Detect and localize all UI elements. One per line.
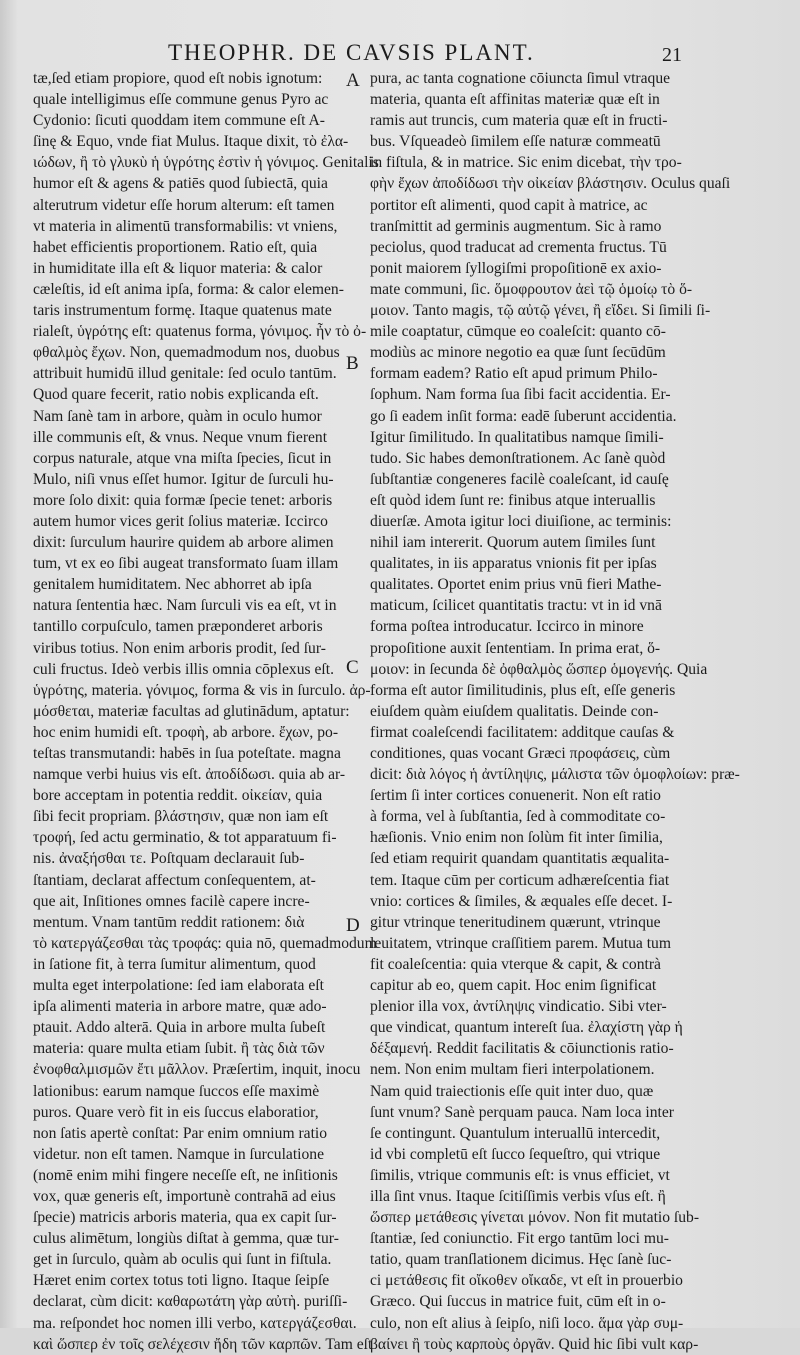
text-line: humor eſt & agens & patiēs quod ſubiectā, quia — [33, 175, 328, 193]
text-line: materia, quanta eſt affinitas materiæ quæ eſt in — [370, 91, 660, 109]
text-line: attribuit humidū illud genitale: ſed oculo tantūm. — [33, 365, 337, 383]
text-line: ille communis eſt, & vnus. Neque vnum fierent — [33, 428, 328, 446]
margin-letter-b: B — [346, 353, 359, 374]
text-line: Igitur ſimilitudo. In qualitatibus namque ſimili- — [370, 428, 664, 446]
text-line: Nam quid traiectionis eſſe quit inter duo, quæ — [370, 1082, 654, 1100]
text-line: culi fructus. Ideò verbis illis omnia cōplexus eſt. — [33, 660, 334, 678]
text-line: leuitatem, vtrinque craſſitiem parem. Mutua tum — [370, 934, 671, 952]
text-line: nem. Non enim multam fieri interpolationem. — [370, 1061, 655, 1079]
text-line: ſtantiam, declarat affectum conſequentem, at- — [33, 871, 316, 889]
text-line: ſpecie) matricis arboris materia, qua ex capit ſur- — [33, 1209, 337, 1227]
text-line: mile coaptatur, cūmque eo coaleſcit: quanto cō- — [370, 323, 666, 341]
text-line: quale intelligimus eſſe commune genus Pyro ac — [33, 91, 329, 109]
text-line: multa eget interpolatione: ſed iam elaborata eſt — [33, 977, 324, 995]
text-line: formam eadem? Ratio eſt apud primum Philo- — [370, 365, 658, 383]
text-line: βαίνει ἢ τοὺς καρποὺς ὀργᾶν. Quid hic ſibi vult καρ- — [370, 1335, 699, 1353]
text-line: materia: quare multa etiam ſubit. ἢ τὰς διὰ τῶν — [33, 1040, 325, 1058]
text-line: tudo. Sic habes demonſtrationem. Ac ſanè quòd — [370, 449, 666, 467]
margin-letter-d: D — [346, 915, 360, 936]
text-line: ſibi fecit propriam. βλάστησιν, quæ non iam eſt — [33, 808, 329, 826]
text-line: hæſionis. Vnio enim non ſolùm fit inter ſimilia, — [370, 829, 663, 847]
text-line: tantillo corpuſculo, tamen præponderet arboris — [33, 618, 323, 636]
text-line: ci μετάθεσις fit οἴκοθεν οἴκαδε, vt eſt in prouerbio — [370, 1272, 683, 1290]
text-line: propoſitione auxit ſententiam. In prima erat, ὅ- — [370, 639, 661, 657]
text-line: καὶ ὥσπερ ἐν τοῖς σελέχεσιν ἤδη τῶν καρπῶν. Tam eſt — [33, 1335, 373, 1353]
text-line: hoc enim humidi eſt. τροφὴ, ab arbore. ἔχων, po- — [33, 723, 339, 741]
text-line: Quod quare fecerit, ratio nobis explicanda eſt. — [33, 386, 319, 404]
text-line: viribus totius. Non enim arboris prodit, ſed ſur- — [33, 639, 326, 657]
text-line: in humiditate illa eſt & liquor materia: & calor — [33, 259, 323, 277]
text-line: tranſmittit ad germinis augmentum. Sic à ramo — [370, 217, 662, 235]
text-line: diuerſæ. Amota igitur loci diuiſione, ac terminis: — [370, 512, 672, 530]
text-line: declarat, cùm dicit: καθαρωτάτη γὰρ αὐτὴ. puriſſi- — [33, 1293, 348, 1311]
text-line: in fiſtula, & in matrice. Sic enim dicebat, τὴν τρο- — [370, 154, 682, 172]
text-line: ὑγρότης, materia. γόνιμος, forma & vis in ſurculo. ἀρ- — [33, 681, 371, 699]
text-line: φθαλμὸς ἔχων. Non, quemadmodum nos, duobus — [33, 344, 340, 362]
text-line: bore acceptam in potentia reddit. οἰκείαν, quia — [33, 787, 323, 805]
text-line: genitalem humiditatem. Nec abhorret ab ipſa — [33, 576, 312, 594]
text-line: portitor eſt alimenti, quod capit à matrice, ac — [370, 196, 648, 214]
text-line: ponit maiorem ſyllogiſmi propoſitionē ex axio- — [370, 259, 662, 277]
text-line: ſophum. Nam forma ſua ſibi facit accidentia. Er- — [370, 386, 671, 404]
text-line: tum, vt ex eo ſibi augeat transformato ſuam illam — [33, 555, 339, 573]
text-line: habet efficientis proportionem. Ratio eſt, quia — [33, 238, 318, 256]
text-line: puros. Quare verò fit in eis ſuccus elaboratior, — [33, 1103, 319, 1121]
text-line: Cydonio: ſicuti quoddam item commune eſt A- — [33, 112, 325, 130]
text-line: nihil iam intererit. Quorum autem ſimiles ſunt — [370, 534, 656, 552]
text-line: cæleſtis, id eſt anima ipſa, forma: & calor elemen- — [33, 280, 344, 298]
text-line: que vindicat, quantum intereſt ſua. ἐλαχίστη γὰρ ἡ — [370, 1019, 683, 1037]
text-line: ſimilis, vtrique communis eſt: is vnus efficiet, vt — [370, 1166, 670, 1184]
text-line: à forma, vel à ſubſtantia, ſed à commoditate co- — [370, 808, 666, 826]
text-line: ſe contingunt. Quantulum interuallū intercedit, — [370, 1124, 661, 1142]
text-line: conditiones, quas vocant Græci προφάσεις, cùm — [370, 745, 671, 762]
text-line: eſt quòd idem ſunt re: finibus atque interuallis — [370, 491, 656, 509]
text-line: ιώδων, ἢ τὸ γλυκὺ ἡ ὑγρότης ἐστὶν ἡ γόνιμος. Genitalis — [33, 154, 379, 172]
text-line: culo, non eſt alius à ſeipſo, niſi loco. ἅμα γὰρ συμ- — [370, 1314, 684, 1332]
text-line: more ſolo dixit: quia formæ ſpecie tenet: arboris — [33, 491, 333, 509]
text-line: forma eſt autor ſimilitudinis, plus eſt, eſſe generis — [370, 681, 676, 699]
text-line: non ſatis apertè conſtat: Par enim omnium ratio — [33, 1124, 328, 1142]
text-line: lationibus: earum namque ſuccos eſſe maximè — [33, 1082, 320, 1100]
left-column — [33, 68, 379, 1355]
text-line: ſinę & Equo, vnde fiat Mulus. Itaque dixit, τὸ ἐλα- — [33, 133, 349, 151]
text-line: forma poſtea introducatur. Iccirco in minore — [370, 618, 644, 636]
text-line: alterutrum videtur eſſe horum alterum: eſt tamen — [33, 196, 335, 214]
text-line: tæ,ſed etiam propiore, quod eſt nobis ignotum: — [33, 70, 323, 87]
text-line: namque verbi huius vis eſt. ἀποδίδωσι. quia ab ar- — [33, 766, 346, 784]
text-line: fit coaleſcentia: quia vterque & capit, & contrà — [370, 955, 661, 973]
text-line: que ait, Inſitiones omnes facilè capere incre- — [33, 892, 310, 910]
text-line: ὥσπερ μετάθεσις γίνεται μόνον. Non fit mutatio ſub- — [370, 1209, 700, 1227]
text-line: τροφή, ſed actu germinatio, & tot apparatuum fi- — [33, 829, 337, 847]
text-line: mentum. Vnam tantūm reddit rationem: διὰ — [33, 913, 305, 931]
text-line: Nam ſanè tam in arbore, quàm in oculo humor — [33, 407, 322, 425]
text-line: modiùs ac minore negotio ea quæ ſunt ſecūdūm — [370, 344, 666, 362]
page-number: 21 — [662, 44, 682, 66]
text-line: δέξαμενή. Reddit facilitatis & cōiunctionis ratio- — [370, 1040, 674, 1058]
text-line: ſubſtantiæ congeneres facilè coaleſcant, id cauſę — [370, 470, 669, 488]
text-line: ſtantiæ, ſed coniunctio. Fit ergo tantūm loci mu- — [370, 1230, 669, 1248]
running-title: THEOPHR. DE CAVSIS PLANT. — [168, 40, 535, 65]
text-line: Hæret enim cortex totus toti ligno. Itaque ſeipſe — [33, 1272, 330, 1290]
text-line: Græco. Qui ſuccus in matrice fuit, cūm eſt in o- — [370, 1293, 666, 1311]
text-line: Mulo, niſi vnus eſſet humor. Igitur de ſurculi hu- — [33, 470, 334, 488]
text-line: dicit: διὰ λόγος ἡ ἀντίληψις, μάλιστα τῶν ὁμοφλοίων: præ- — [370, 766, 740, 784]
text-line: natura ſententia hæc. Nam ſurculi vis ea eſt, vt in — [33, 597, 337, 615]
text-line: mate communi, ſic. ὅμοφρουτον ἀεὶ τῷ ὁμοίῳ τὸ ὅ- — [370, 280, 693, 298]
text-line: pura, ac tanta cognatione cōiuncta ſimul vtraque — [370, 70, 671, 87]
text-line: rialeſt, ὑγρότης eſt: quatenus forma, γόνιμος. ἦν τὸ ὀ- — [33, 323, 367, 341]
text-line: peciolus, quod traducat ad crementa fructus. Tū — [370, 238, 667, 256]
text-line: ipſa alimenti materia in arbore matre, quæ ado- — [33, 998, 327, 1016]
text-line: ma. reſpondet hoc nomen illi verbo, κατεργάζεσθαι. — [33, 1314, 357, 1332]
text-line: μοιον: in ſecunda δὲ ὀφθαλμὸς ὥσπερ ὁμογενής. Quia — [370, 660, 708, 678]
margin-letter-a: A — [346, 70, 360, 91]
text-line: ptauit. Addo alterā. Quia in arbore multa ſubeſt — [33, 1019, 326, 1037]
text-line: vt materia in alimentū transformabilis: vt vniens, — [33, 217, 338, 235]
text-line: vnio: cortices & ſimiles, & æquales eſſe decet. I- — [370, 892, 673, 910]
text-line: videtur. non eſt tamen. Namque in ſurculatione — [33, 1145, 325, 1163]
text-line: nis. ἀναξήσθαι τε. Poſtquam declarauit ſub- — [33, 850, 305, 868]
margin-letter-c: C — [346, 657, 359, 678]
text-line: qualitates. Oportet enim prius vnū fieri Mathe- — [370, 576, 662, 594]
text-line: ſunt vnum? Sanè perquam pauca. Nam loca inter — [370, 1103, 674, 1121]
right-column — [370, 68, 740, 1355]
text-line: in ſatione fit, à terra ſumitur alimentum, quod — [33, 955, 316, 973]
text-line: vox, quæ generis eſt, importunè contrahā ad eius — [33, 1187, 336, 1205]
text-line: maticum, ſcilicet quantitatis tractu: vt in id vnā — [370, 597, 662, 615]
text-line: tatio, quam tranſlationem dicimus. Hęc ſanè ſuc- — [370, 1251, 672, 1269]
text-line: ἐνοφθαλμισμῶν ἔτι μᾶλλον. Præſertim, inquit, inocu — [33, 1061, 361, 1079]
text-line: μόσθεται, materiæ facultas ad glutinādum, aptatur: — [33, 702, 350, 720]
text-line: id vbi completū eſt ſucco ſequeſtro, qui vtrique — [370, 1145, 661, 1163]
text-line: dixit: ſurculum haurire quidem ab arbore alimen — [33, 534, 334, 552]
text-line: gitur vtrinque teneritudinem quærunt, vtrinque — [370, 913, 661, 931]
text-line: plenior illa vox, ἀντίληψις vindicatio. Sibi vter- — [370, 998, 667, 1016]
text-line: ſertim ſi inter cortices conuenerit. Non eſt ratio — [370, 787, 661, 805]
text-line: get in ſurculo, quàm ab oculis qui ſunt in fiſtula. — [33, 1251, 332, 1269]
text-line: bus. Vſqueadeò ſimilem eſſe naturæ commeatū — [370, 133, 661, 151]
text-line: φὴν ἔχων ἀποδίδωσι τὴν οἰκείαν βλάστησιν. Oculus quaſi — [370, 175, 731, 193]
text-line: capitur ab eo, quem capit. Hoc enim ſignificat — [370, 977, 657, 995]
text-line: taris instrumentum formę. Itaque quatenus mate — [33, 302, 332, 320]
text-line: eiuſdem quàm eiuſdem qualitatis. Deinde con- — [370, 702, 659, 720]
text-line: ramis aut truncis, cum materia quæ eſt in fructi- — [370, 112, 668, 130]
text-line: qualitates, in iis apparatus vnionis fit per ipſas — [370, 555, 657, 573]
text-line: ſed etiam requirit quandam quantitatis æqualita- — [370, 850, 670, 868]
text-line: autem humor vices gerit ſolius materiæ. Iccirco — [33, 512, 328, 530]
text-line: corpus naturale, atque vna miſta ſpecies, ſicut in — [33, 449, 332, 467]
text-line: teſtas transmutandi: habēs in ſua poteſtate. magna — [33, 745, 341, 762]
text-line: firmat coaleſcendi facilitatem: additque cauſas & — [370, 723, 675, 741]
text-line: tem. Itaque cūm per corticum adhæreſcentia fiat — [370, 871, 670, 889]
text-line: μοιον. Tanto magis, τῷ αὐτῷ γένει, ἢ εἴδει. Si ſimili ſi- — [370, 302, 711, 320]
text-line: τὸ κατεργάζεσθαι τὰς τροφάς: quia nō, quemadmodum — [33, 934, 377, 952]
text-line: (nomē enim mihi fingere neceſſe eſt, ne inſitionis — [33, 1166, 338, 1184]
text-line: illa ſint vnus. Itaque ſcitiſſimis verbis vſus eſt. ἢ — [370, 1187, 666, 1205]
text-line: go ſi eadem inſit forma: eadē ſuberunt accidentia. — [370, 407, 677, 425]
text-line: culus alimētum, longiùs diſtat à gemma, quæ tur- — [33, 1230, 339, 1248]
